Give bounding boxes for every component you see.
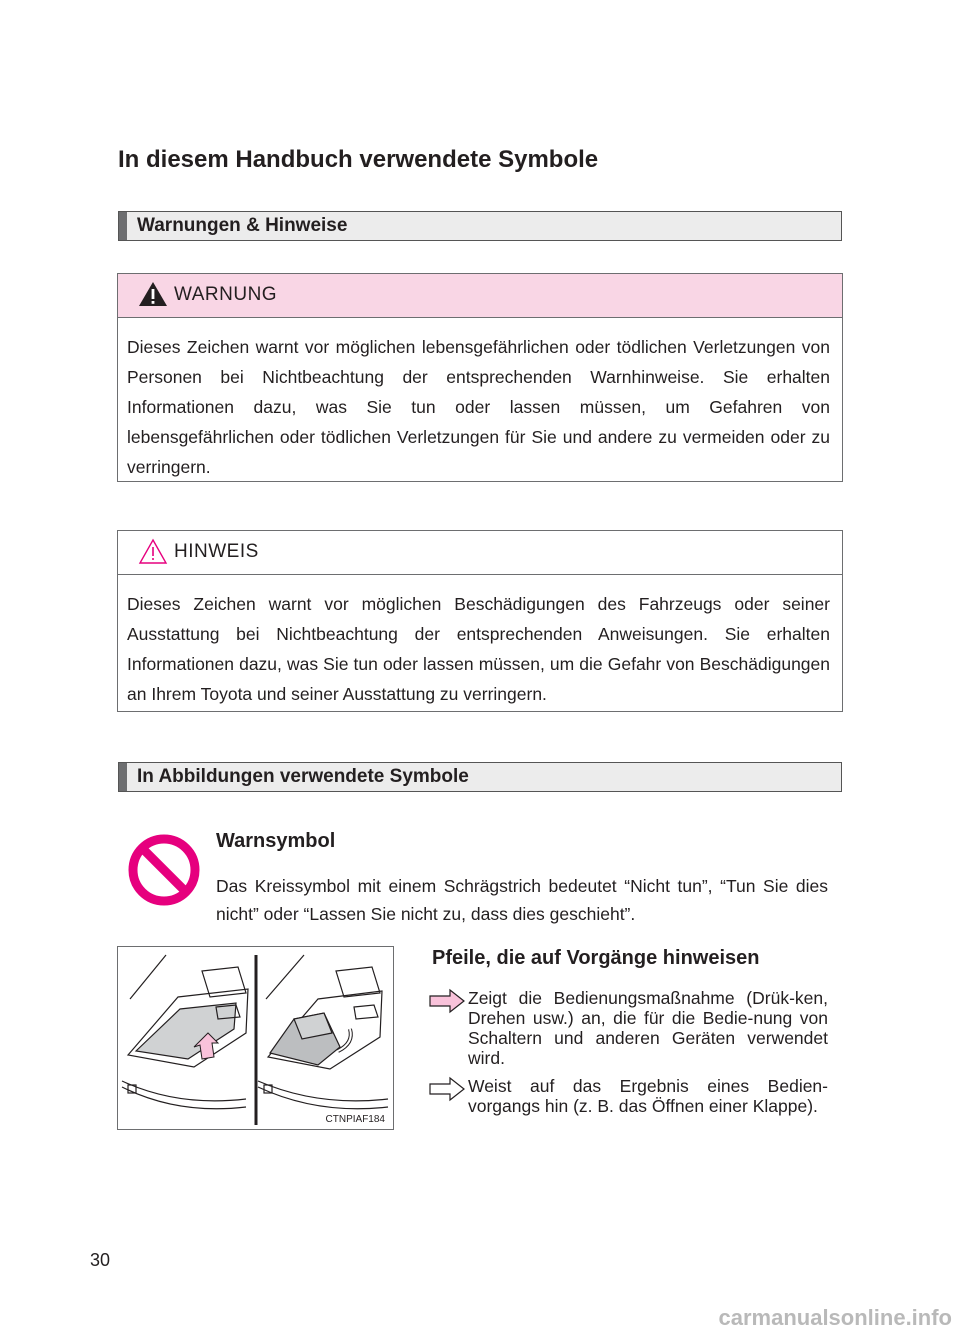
warnsymbol-text: Das Kreissymbol mit einem Schrägstrich bedeutet “Nicht tun”, “Tun Sie dies nicht” oder “Lassen Sie nicht zu, dass dies geschieht”. <box>216 876 828 924</box>
section-heading-label: Warnungen & Hinweise <box>137 215 348 236</box>
notice-text: Dieses Zeichen warnt vor möglichen Beschädigungen des Fahrzeugs oder seiner Ausstattung bei Nichtbeachtung der entsprechenden Anweisungen. Sie erhalten Informationen dazu, was Sie tun oder lassen müssen, um die Gefahr von Beschädigungen an Ihrem Toyota und seiner Ausstattung zu verringern. <box>127 594 830 704</box>
page-number: 30 <box>90 1250 111 1270</box>
filled-arrow-text: Zeigt die Bedienungsmaßnahme (Drük-ken, Drehen usw.) an, die für die Bedie-nung von Schaltern und anderen Geräten verwendet wird. <box>468 988 828 1068</box>
page-title: In diesem Handbuch verwendete Symbole <box>118 146 599 173</box>
outline-arrow-item <box>428 1076 828 1116</box>
caution-triangle-icon <box>138 537 168 565</box>
filled-arrow-icon <box>428 988 466 1014</box>
warning-box <box>117 273 843 482</box>
warning-box-header <box>118 274 842 318</box>
outline-arrow-text: Weist auf das Ergebnis eines Bedien-vorgangs hin (z. B. das Öffnen einer Klappe). <box>468 1076 828 1116</box>
watermark: carmanualsonline.info <box>718 1305 952 1330</box>
notice-box <box>117 530 843 712</box>
warning-label: WARNUNG <box>174 284 278 305</box>
illustration-code: CTNPIAF184 <box>325 1114 385 1125</box>
overhead-console-illustration <box>118 947 394 1130</box>
outline-arrow-icon <box>428 1076 466 1102</box>
filled-arrow-item <box>428 988 828 1068</box>
prohibition-icon <box>126 832 202 908</box>
section-heading-bar <box>119 212 127 240</box>
warnsymbol-heading: Warnsymbol <box>216 830 336 852</box>
notice-label: HINWEIS <box>174 541 259 562</box>
notice-box-header <box>118 531 842 575</box>
section-heading-illustrations <box>118 762 842 792</box>
section-heading-bar <box>119 763 127 791</box>
section-heading-warnings <box>118 211 842 241</box>
illustration <box>117 946 394 1130</box>
section-heading-label: In Abbildungen verwendete Symbole <box>137 766 469 787</box>
warning-text: Dieses Zeichen warnt vor möglichen lebensgefährlichen oder tödlichen Verletzungen von Personen bei Nichtbeachtung der entsprechenden Warnhinweise. Sie erhalten Informationen dazu, was Sie tun oder lassen müssen, um Gefahren von lebensgefährlichen oder tödlichen Verletzungen für Sie und andere zu vermeiden oder zu verringern. <box>127 337 830 477</box>
warning-triangle-icon <box>138 280 168 308</box>
arrows-heading: Pfeile, die auf Vorgänge hinweisen <box>432 947 760 969</box>
